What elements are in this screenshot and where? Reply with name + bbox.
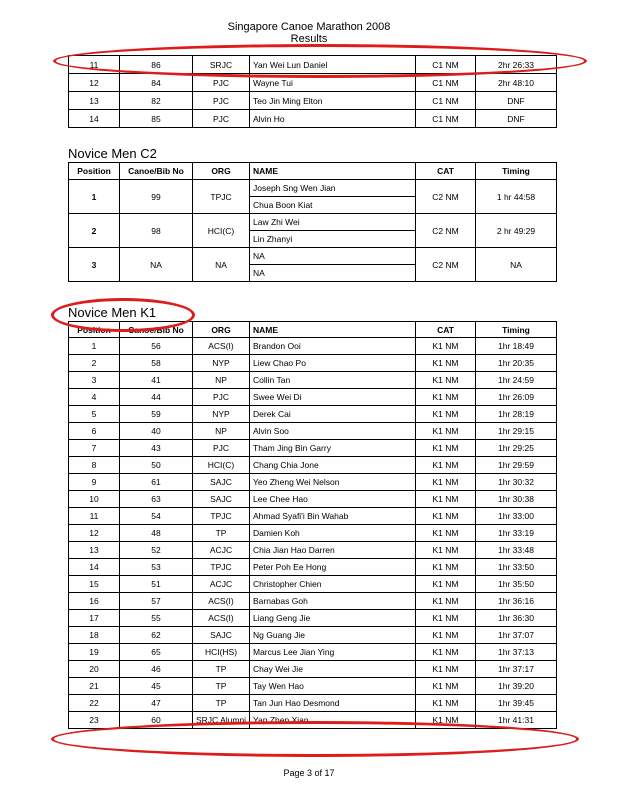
cell-bib: 51 bbox=[120, 576, 193, 593]
cell-bib: 82 bbox=[120, 92, 193, 110]
header-name: NAME bbox=[250, 322, 416, 338]
cell-bib: 58 bbox=[120, 355, 193, 372]
header-cat: CAT bbox=[416, 163, 476, 180]
cell-timing: 1hr 29:15 bbox=[476, 423, 557, 440]
cell-timing: 1hr 30:32 bbox=[476, 474, 557, 491]
cell-bib: 57 bbox=[120, 593, 193, 610]
table-row bbox=[69, 627, 557, 644]
cell-timing: 1hr 36:30 bbox=[476, 610, 557, 627]
cell-position: 15 bbox=[69, 576, 120, 593]
cell-org: NYP bbox=[193, 406, 250, 423]
cell-name: Peter Poh Ee Hong bbox=[250, 559, 416, 576]
cell-bib: 98 bbox=[120, 214, 193, 248]
cell-cat: K1 NM bbox=[416, 695, 476, 712]
header-cat: CAT bbox=[416, 322, 476, 338]
cell-org: PJC bbox=[193, 74, 250, 92]
cell-name: Derek Cai bbox=[250, 406, 416, 423]
cell-timing: 2 hr 49:29 bbox=[476, 214, 557, 248]
cell-org: ACS(I) bbox=[193, 593, 250, 610]
cell-name: Wayne Tui bbox=[250, 74, 416, 92]
cell-org: SRJC Alumni bbox=[193, 712, 250, 729]
cell-position: 16 bbox=[69, 593, 120, 610]
cell-cat: K1 NM bbox=[416, 661, 476, 678]
table-row bbox=[69, 457, 557, 474]
cell-cat: K1 NM bbox=[416, 423, 476, 440]
cell-bib: 60 bbox=[120, 712, 193, 729]
cell-name: Barnabas Goh bbox=[250, 593, 416, 610]
cell-name: Alvin Soo bbox=[250, 423, 416, 440]
cell-name: Yap Zhen Xian bbox=[250, 712, 416, 729]
cell-timing: 1hr 33:00 bbox=[476, 508, 557, 525]
table-row bbox=[69, 576, 557, 593]
cell-position: 20 bbox=[69, 661, 120, 678]
cell-timing: 1hr 41:31 bbox=[476, 712, 557, 729]
cell-cat: K1 NM bbox=[416, 576, 476, 593]
header-org: ORG bbox=[193, 322, 250, 338]
cell-bib: 56 bbox=[120, 338, 193, 355]
table-row bbox=[69, 248, 557, 265]
cell-name: Ahmad Syafi'i Bin Wahab bbox=[250, 508, 416, 525]
cell-bib: 47 bbox=[120, 695, 193, 712]
cell-cat: K1 NM bbox=[416, 372, 476, 389]
table-row bbox=[69, 92, 557, 110]
cell-position: 5 bbox=[69, 406, 120, 423]
cell-name: Chang Chia Jone bbox=[250, 457, 416, 474]
cell-name: Tan Jun Hao Desmond bbox=[250, 695, 416, 712]
cell-name: Lin Zhanyi bbox=[250, 231, 416, 248]
cell-cat: K1 NM bbox=[416, 610, 476, 627]
cell-cat: K1 NM bbox=[416, 525, 476, 542]
cell-bib: NA bbox=[120, 248, 193, 282]
cell-org: SRJC bbox=[193, 56, 250, 74]
cell-org: ACJC bbox=[193, 576, 250, 593]
cell-bib: 46 bbox=[120, 661, 193, 678]
cell-org: TP bbox=[193, 525, 250, 542]
cell-name: Ng Guang Jie bbox=[250, 627, 416, 644]
cell-name: Marcus Lee Jian Ying bbox=[250, 644, 416, 661]
header-timing: Timing bbox=[476, 163, 557, 180]
cell-name: Law Zhi Wei bbox=[250, 214, 416, 231]
cell-name: NA bbox=[250, 248, 416, 265]
cell-org: HCI(C) bbox=[193, 457, 250, 474]
table-row bbox=[69, 338, 557, 355]
table-row bbox=[69, 610, 557, 627]
cell-org: PJC bbox=[193, 389, 250, 406]
cell-bib: 62 bbox=[120, 627, 193, 644]
table-row bbox=[69, 440, 557, 457]
table-row bbox=[69, 712, 557, 729]
cell-bib: 44 bbox=[120, 389, 193, 406]
cell-timing: 1hr 24:59 bbox=[476, 372, 557, 389]
cell-position: 9 bbox=[69, 474, 120, 491]
cell-timing: NA bbox=[476, 248, 557, 282]
cell-org: NYP bbox=[193, 355, 250, 372]
cell-name: Alvin Ho bbox=[250, 110, 416, 128]
cell-org: NP bbox=[193, 423, 250, 440]
cell-cat: K1 NM bbox=[416, 712, 476, 729]
cell-org: PJC bbox=[193, 440, 250, 457]
cell-cat: K1 NM bbox=[416, 627, 476, 644]
cell-position: 3 bbox=[69, 248, 120, 282]
cell-name: Tay Wen Hao bbox=[250, 678, 416, 695]
table-row bbox=[69, 525, 557, 542]
cell-bib: 48 bbox=[120, 525, 193, 542]
cell-org: PJC bbox=[193, 110, 250, 128]
results-table-c2 bbox=[68, 162, 557, 282]
table-row bbox=[69, 389, 557, 406]
header-position: Position bbox=[69, 322, 120, 338]
table-row bbox=[69, 355, 557, 372]
document-title: Singapore Canoe Marathon 2008 bbox=[227, 21, 391, 33]
cell-org: TPJC bbox=[193, 180, 250, 214]
cell-position: 7 bbox=[69, 440, 120, 457]
header-timing: Timing bbox=[476, 322, 557, 338]
header-bib: Canoe/Bib No bbox=[120, 163, 193, 180]
cell-bib: 86 bbox=[120, 56, 193, 74]
cell-bib: 53 bbox=[120, 559, 193, 576]
cell-timing: 1hr 35:50 bbox=[476, 576, 557, 593]
header-position: Position bbox=[69, 163, 120, 180]
cell-timing: 1hr 20:35 bbox=[476, 355, 557, 372]
cell-org: TP bbox=[193, 695, 250, 712]
table-row bbox=[69, 695, 557, 712]
cell-cat: K1 NM bbox=[416, 508, 476, 525]
cell-name: Yan Wei Lun Daniel bbox=[250, 56, 416, 74]
cell-cat: K1 NM bbox=[416, 355, 476, 372]
page-number: Page 3 of 17 bbox=[283, 768, 335, 778]
cell-timing: 2hr 48:10 bbox=[476, 74, 557, 92]
cell-position: 14 bbox=[69, 110, 120, 128]
cell-timing: 1hr 28:19 bbox=[476, 406, 557, 423]
results-table-c1-continued bbox=[68, 55, 557, 128]
table-row bbox=[69, 644, 557, 661]
cell-cat: K1 NM bbox=[416, 457, 476, 474]
cell-position: 21 bbox=[69, 678, 120, 695]
table-row bbox=[69, 491, 557, 508]
cell-timing: 1hr 39:20 bbox=[476, 678, 557, 695]
table-row bbox=[69, 110, 557, 128]
cell-timing: 1hr 33:48 bbox=[476, 542, 557, 559]
cell-timing: 1hr 37:13 bbox=[476, 644, 557, 661]
cell-timing: 1 hr 44:58 bbox=[476, 180, 557, 214]
cell-cat: C1 NM bbox=[416, 92, 476, 110]
cell-position: 12 bbox=[69, 525, 120, 542]
cell-bib: 61 bbox=[120, 474, 193, 491]
cell-name: Chia Jian Hao Darren bbox=[250, 542, 416, 559]
cell-org: TP bbox=[193, 661, 250, 678]
cell-timing: 1hr 37:07 bbox=[476, 627, 557, 644]
cell-name: Brandon Ooi bbox=[250, 338, 416, 355]
cell-cat: C2 NM bbox=[416, 248, 476, 282]
cell-timing: 1hr 36:16 bbox=[476, 593, 557, 610]
cell-name: Liew Chao Po bbox=[250, 355, 416, 372]
cell-bib: 41 bbox=[120, 372, 193, 389]
cell-position: 8 bbox=[69, 457, 120, 474]
cell-org: HCI(HS) bbox=[193, 644, 250, 661]
cell-position: 12 bbox=[69, 74, 120, 92]
cell-org: SAJC bbox=[193, 627, 250, 644]
cell-position: 13 bbox=[69, 92, 120, 110]
cell-position: 14 bbox=[69, 559, 120, 576]
cell-cat: C1 NM bbox=[416, 56, 476, 74]
cell-name: Christopher Chien bbox=[250, 576, 416, 593]
cell-org: ACS(I) bbox=[193, 610, 250, 627]
cell-position: 17 bbox=[69, 610, 120, 627]
cell-name: Lee Chee Hao bbox=[250, 491, 416, 508]
cell-timing: 1hr 29:25 bbox=[476, 440, 557, 457]
cell-cat: C2 NM bbox=[416, 180, 476, 214]
cell-name: Yeo Zheng Wei Nelson bbox=[250, 474, 416, 491]
cell-name: Tham Jing Bin Garry bbox=[250, 440, 416, 457]
cell-bib: 84 bbox=[120, 74, 193, 92]
cell-name: Joseph Sng Wen Jian bbox=[250, 180, 416, 197]
cell-org: TPJC bbox=[193, 559, 250, 576]
cell-cat: K1 NM bbox=[416, 389, 476, 406]
cell-position: 1 bbox=[69, 180, 120, 214]
table-row bbox=[69, 678, 557, 695]
cell-position: 19 bbox=[69, 644, 120, 661]
cell-cat: K1 NM bbox=[416, 644, 476, 661]
cell-position: 10 bbox=[69, 491, 120, 508]
cell-name: Damien Koh bbox=[250, 525, 416, 542]
cell-org: SAJC bbox=[193, 491, 250, 508]
cell-cat: K1 NM bbox=[416, 593, 476, 610]
table-row bbox=[69, 406, 557, 423]
cell-name: Swee Wei Di bbox=[250, 389, 416, 406]
cell-cat: C2 NM bbox=[416, 214, 476, 248]
cell-org: NA bbox=[193, 248, 250, 282]
cell-cat: K1 NM bbox=[416, 491, 476, 508]
cell-timing: 1hr 33:50 bbox=[476, 559, 557, 576]
cell-org: TP bbox=[193, 678, 250, 695]
cell-position: 2 bbox=[69, 214, 120, 248]
header-bib: Canoe/Bib No bbox=[120, 322, 193, 338]
cell-cat: K1 NM bbox=[416, 338, 476, 355]
cell-position: 11 bbox=[69, 56, 120, 74]
section-title-c2: Novice Men C2 bbox=[68, 146, 157, 161]
cell-position: 6 bbox=[69, 423, 120, 440]
table-row bbox=[69, 474, 557, 491]
cell-cat: K1 NM bbox=[416, 406, 476, 423]
cell-position: 22 bbox=[69, 695, 120, 712]
cell-cat: K1 NM bbox=[416, 559, 476, 576]
table-row bbox=[69, 214, 557, 231]
cell-timing: 1hr 33:19 bbox=[476, 525, 557, 542]
table-row bbox=[69, 661, 557, 678]
cell-timing: DNF bbox=[476, 92, 557, 110]
cell-org: ACJC bbox=[193, 542, 250, 559]
cell-bib: 59 bbox=[120, 406, 193, 423]
cell-org: NP bbox=[193, 372, 250, 389]
cell-timing: 1hr 26:09 bbox=[476, 389, 557, 406]
cell-bib: 54 bbox=[120, 508, 193, 525]
cell-name: Collin Tan bbox=[250, 372, 416, 389]
cell-cat: K1 NM bbox=[416, 542, 476, 559]
cell-cat: C1 NM bbox=[416, 74, 476, 92]
table-row bbox=[69, 508, 557, 525]
cell-bib: 52 bbox=[120, 542, 193, 559]
document-subtitle: Results bbox=[290, 33, 328, 42]
cell-position: 18 bbox=[69, 627, 120, 644]
table-row bbox=[69, 423, 557, 440]
table-row bbox=[69, 559, 557, 576]
cell-name: Chua Boon Kiat bbox=[250, 197, 416, 214]
section-title-k1: Novice Men K1 bbox=[68, 305, 157, 320]
table-row bbox=[69, 56, 557, 74]
cell-name: Chay Wei Jie bbox=[250, 661, 416, 678]
cell-name: Liang Geng Jie bbox=[250, 610, 416, 627]
cell-bib: 43 bbox=[120, 440, 193, 457]
cell-position: 3 bbox=[69, 372, 120, 389]
cell-position: 2 bbox=[69, 355, 120, 372]
cell-timing: 1hr 18:49 bbox=[476, 338, 557, 355]
cell-org: TPJC bbox=[193, 508, 250, 525]
cell-name: Teo Jin Ming Elton bbox=[250, 92, 416, 110]
cell-name: NA bbox=[250, 265, 416, 282]
cell-bib: 65 bbox=[120, 644, 193, 661]
cell-bib: 40 bbox=[120, 423, 193, 440]
table-row bbox=[69, 593, 557, 610]
table-header-row bbox=[69, 163, 557, 180]
cell-org: SAJC bbox=[193, 474, 250, 491]
table-row bbox=[69, 372, 557, 389]
cell-cat: K1 NM bbox=[416, 474, 476, 491]
header-org: ORG bbox=[193, 163, 250, 180]
cell-org: PJC bbox=[193, 92, 250, 110]
cell-timing: 1hr 37:17 bbox=[476, 661, 557, 678]
cell-timing: 1hr 39:45 bbox=[476, 695, 557, 712]
cell-timing: 1hr 30:38 bbox=[476, 491, 557, 508]
cell-timing: 1hr 29:59 bbox=[476, 457, 557, 474]
cell-position: 13 bbox=[69, 542, 120, 559]
cell-cat: K1 NM bbox=[416, 678, 476, 695]
cell-position: 11 bbox=[69, 508, 120, 525]
cell-position: 4 bbox=[69, 389, 120, 406]
table-row bbox=[69, 542, 557, 559]
cell-bib: 45 bbox=[120, 678, 193, 695]
cell-org: HCI(C) bbox=[193, 214, 250, 248]
cell-bib: 50 bbox=[120, 457, 193, 474]
cell-bib: 55 bbox=[120, 610, 193, 627]
cell-bib: 85 bbox=[120, 110, 193, 128]
cell-bib: 63 bbox=[120, 491, 193, 508]
table-row bbox=[69, 74, 557, 92]
table-header-row bbox=[69, 322, 557, 338]
cell-position: 23 bbox=[69, 712, 120, 729]
cell-timing: 2hr 26:33 bbox=[476, 56, 557, 74]
header-name: NAME bbox=[250, 163, 416, 180]
cell-position: 1 bbox=[69, 338, 120, 355]
cell-cat: K1 NM bbox=[416, 440, 476, 457]
cell-bib: 99 bbox=[120, 180, 193, 214]
cell-cat: C1 NM bbox=[416, 110, 476, 128]
cell-org: ACS(I) bbox=[193, 338, 250, 355]
results-table-k1 bbox=[68, 321, 557, 729]
table-row bbox=[69, 180, 557, 197]
cell-timing: DNF bbox=[476, 110, 557, 128]
